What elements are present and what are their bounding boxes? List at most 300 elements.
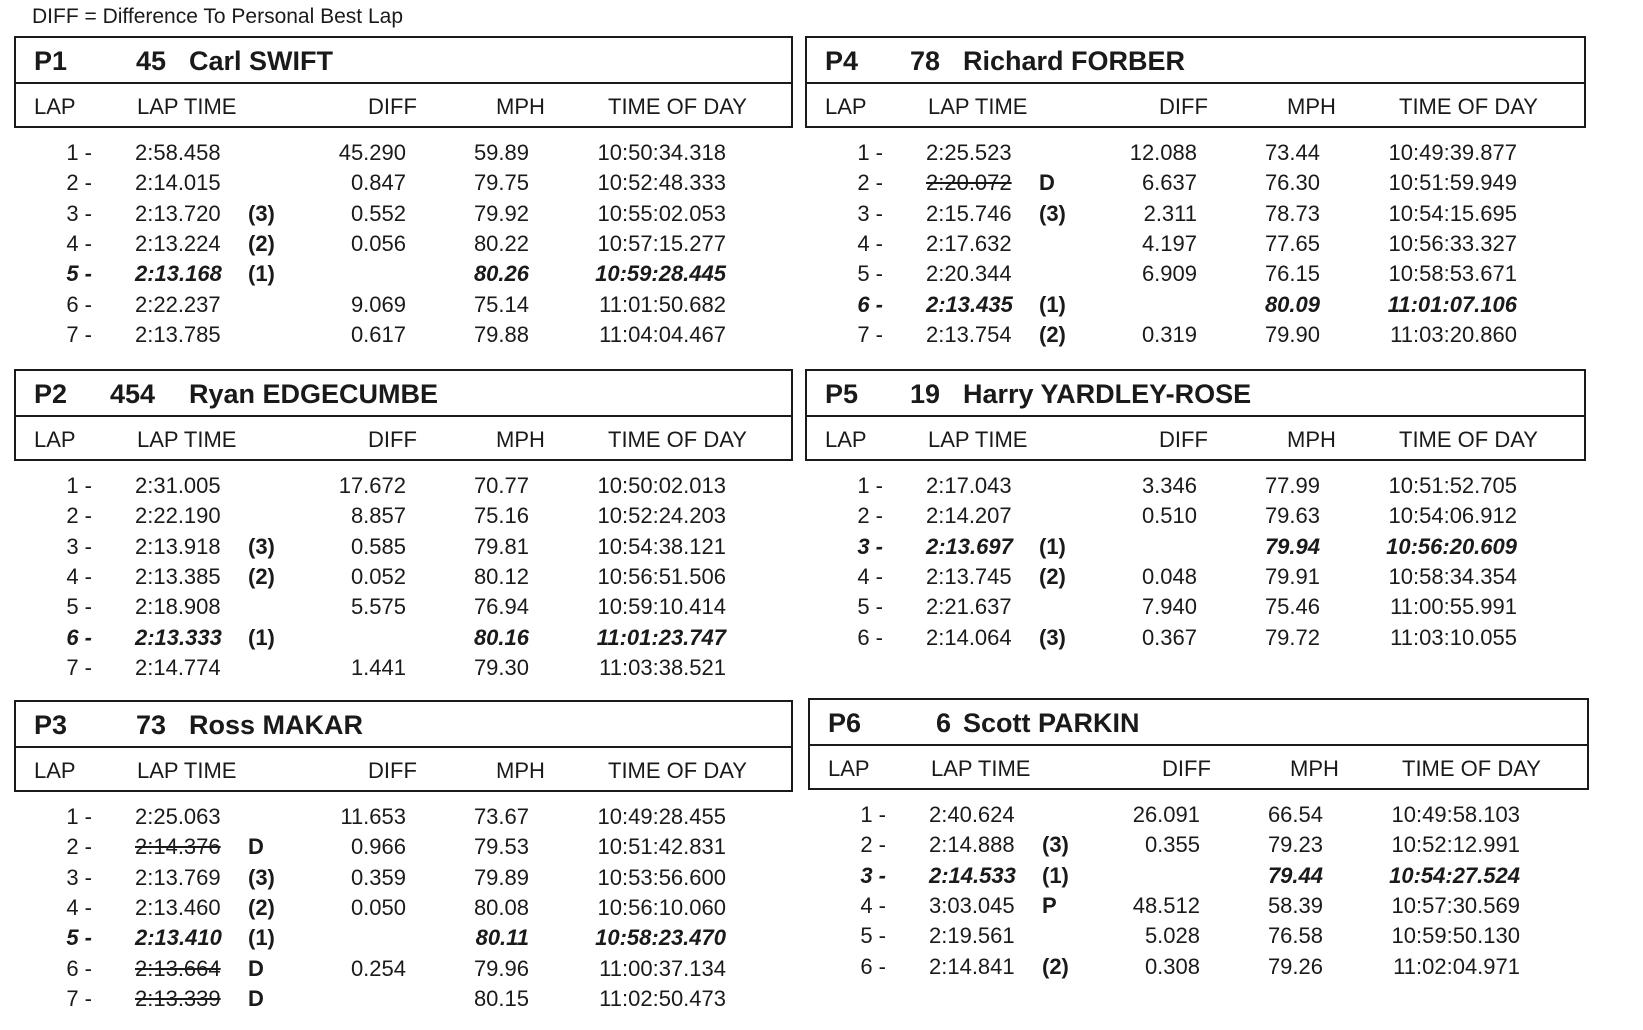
lap-number: 3 - [857,533,883,559]
lap-flag: (2) [248,563,275,589]
lap-number: 4 - [857,563,883,589]
lap-diff: 7.940 [1141,594,1197,620]
lap-diff: 26.091 [1132,802,1200,827]
lap-time: 3:03.045 [929,892,1015,918]
lap-row [805,261,1586,291]
time-of-day: 10:50:02.013 [597,473,726,498]
lap-row [805,473,1586,503]
lap-flag: (1) [248,261,275,287]
time-of-day: 11:03:38.521 [599,654,726,680]
lap-row [805,594,1586,624]
lap-diff: 48.512 [1132,892,1200,918]
position-label: P2 [34,379,68,409]
lap-number: 2 - [857,170,883,196]
lap-number: 2 - [66,170,92,196]
lap-number: 1 - [857,140,883,165]
lap-time: 2:13.754 [926,321,1012,347]
lap-mph: 58.39 [1267,892,1323,918]
lap-time: 2:13.333 [135,624,222,650]
lap-number: 2 - [860,832,886,858]
lap-mph: 79.75 [473,170,529,196]
lap-row [14,261,793,291]
lap-diff: 0.367 [1141,624,1197,650]
column-header: TIME OF DAY [1399,94,1538,119]
lap-flag: (1) [248,624,275,650]
lap-number: 6 - [66,291,92,317]
lap-time: 2:25.523 [926,140,1012,165]
lap-number: 3 - [857,200,883,226]
lap-mph: 77.65 [1264,230,1320,256]
lap-number: 5 - [66,925,92,951]
lap-time: 2:20.344 [926,261,1012,287]
column-header: LAP TIME [928,94,1028,119]
lap-time: 2:14.774 [135,654,221,680]
lap-mph: 79.26 [1267,953,1323,979]
lap-time: 2:13.460 [135,894,221,920]
time-of-day: 10:59:28.445 [595,261,726,287]
lap-number: 6 - [857,291,883,317]
time-of-day: 10:56:20.609 [1386,533,1517,559]
driver-header [14,700,793,748]
lap-number: 1 - [66,473,92,498]
column-header: MPH [1290,756,1339,781]
lap-row [14,322,793,352]
lap-time: 2:13.745 [926,563,1012,589]
lap-row [805,170,1586,200]
lap-row [805,292,1586,322]
lap-mph: 80.15 [473,985,529,1011]
lap-number: 6 - [860,953,886,979]
lap-time: 2:13.339 [135,985,221,1011]
driver-block [14,369,793,699]
lap-mph: 76.15 [1264,261,1320,287]
time-of-day: 10:51:59.949 [1388,170,1517,196]
column-header: LAP [34,94,76,119]
lap-flag: (1) [1039,291,1066,317]
lap-mph: 66.54 [1267,802,1323,827]
time-of-day: 11:04:04.467 [599,321,726,347]
lap-diff: 11.653 [340,804,406,829]
lap-time: 2:14.064 [926,624,1012,650]
time-of-day: 10:50:34.318 [597,140,726,165]
time-of-day: 11:01:23.747 [596,624,726,650]
lap-diff: 4.197 [1141,230,1197,256]
time-of-day: 10:49:58.103 [1391,802,1520,827]
lap-mph: 79.90 [1264,321,1320,347]
lap-time: 2:14.841 [929,953,1015,979]
time-of-day: 10:52:48.333 [597,170,726,196]
lap-row [14,564,793,594]
lap-row [808,802,1589,832]
driver-name: Carl SWIFT [189,46,334,76]
column-header: TIME OF DAY [1402,756,1541,781]
lap-mph: 79.30 [473,654,529,680]
lap-diff: 3.346 [1141,473,1197,498]
lap-diff: 0.847 [350,170,406,196]
column-header: TIME OF DAY [1399,427,1538,452]
car-number: 78 [910,46,941,76]
column-header-row [805,82,1586,128]
lap-flag: D [1039,170,1055,196]
car-number: 45 [136,46,167,76]
lap-mph: 75.46 [1264,594,1320,620]
time-of-day: 10:52:12.991 [1391,832,1520,858]
lap-diff: 0.308 [1144,953,1200,979]
column-header: MPH [496,758,545,783]
lap-row [14,804,793,834]
lap-diff: 0.048 [1141,563,1197,589]
time-of-day: 10:59:50.130 [1391,923,1520,949]
lap-time: 2:25.063 [135,804,221,829]
lap-time: 2:19.561 [929,923,1015,949]
lap-number: 4 - [66,894,92,920]
lap-row [805,231,1586,261]
lap-number: 3 - [66,864,92,890]
lap-diff: 0.050 [350,894,406,920]
column-header: MPH [1287,94,1336,119]
lap-row [14,292,793,322]
lap-mph: 80.22 [473,230,529,256]
lap-row [805,503,1586,533]
lap-flag: (3) [1039,200,1066,226]
column-header: TIME OF DAY [608,94,747,119]
lap-time: 2:13.664 [135,955,221,981]
lap-time: 2:14.376 [135,834,221,860]
column-header: DIFF [368,94,417,119]
column-header: DIFF [368,427,417,452]
lap-diff: 0.355 [1144,832,1200,858]
lap-row [808,954,1589,984]
column-header-row [808,744,1589,790]
lap-time: 2:58.458 [135,140,221,165]
lap-mph: 59.89 [473,140,529,165]
time-of-day: 11:03:10.055 [1390,624,1517,650]
lap-number: 4 - [66,563,92,589]
column-header: LAP TIME [137,94,237,119]
lap-mph: 75.16 [473,503,529,529]
lap-flag: (3) [248,533,275,559]
time-of-day: 10:54:27.524 [1389,862,1520,888]
column-header: LAP [34,427,76,452]
time-of-day: 10:52:24.203 [597,503,726,529]
lap-mph: 76.94 [473,594,529,620]
lap-diff: 5.575 [350,594,406,620]
lap-mph: 80.11 [475,925,529,951]
lap-time: 2:13.769 [135,864,221,890]
time-of-day: 10:58:23.470 [595,925,726,951]
time-of-day: 10:54:38.121 [597,533,726,559]
time-of-day: 10:57:15.277 [597,230,726,256]
lap-number: 6 - [66,624,92,650]
lap-diff: 0.552 [350,200,406,226]
lap-diff: 1.441 [350,654,406,680]
driver-header [14,36,793,84]
lap-number: 3 - [66,533,92,559]
lap-time: 2:13.224 [135,230,221,256]
time-of-day: 10:49:28.455 [597,804,726,829]
lap-flag: D [248,955,264,981]
lap-row [14,895,793,925]
lap-time: 2:13.697 [926,533,1013,559]
lap-diff: 0.254 [350,955,406,981]
lap-diff: 5.028 [1144,923,1200,949]
lap-diff: 0.056 [350,230,406,256]
lap-flag: (2) [1039,563,1066,589]
lap-number: 7 - [857,321,883,347]
lap-row [808,893,1589,923]
lap-number: 4 - [66,230,92,256]
lap-flag: (1) [248,925,275,951]
lap-row [805,534,1586,564]
lap-number: 1 - [66,804,92,829]
driver-name: Harry YARDLEY-ROSE [963,379,1252,409]
column-header: LAP [825,427,867,452]
lap-diff: 2.311 [1143,200,1197,226]
lap-mph: 73.67 [473,804,529,829]
lap-row [14,834,793,864]
lap-time: 2:17.043 [926,473,1012,498]
time-of-day: 10:54:06.912 [1388,503,1517,529]
driver-block [14,700,793,1030]
lap-number: 6 - [66,955,92,981]
column-header-row [14,746,793,792]
lap-row [808,863,1589,893]
driver-header [808,698,1589,746]
position-label: P5 [825,379,859,409]
lap-mph: 79.88 [473,321,529,347]
lap-mph: 80.16 [473,624,529,650]
car-number: 6 [936,708,952,738]
lap-row [805,140,1586,170]
column-header: DIFF [1159,427,1208,452]
lap-flag: P [1042,892,1057,918]
lap-row [14,140,793,170]
lap-diff: 17.672 [338,473,406,498]
lap-diff: 0.617 [350,321,406,347]
lap-diff: 0.510 [1141,503,1197,529]
lap-number: 6 - [857,624,883,650]
lap-number: 1 - [66,140,92,165]
lap-time: 2:15.746 [926,200,1012,226]
time-of-day: 11:00:55.991 [1390,594,1517,620]
time-of-day: 10:59:10.414 [597,594,726,620]
driver-header [805,36,1586,84]
time-of-day: 10:53:56.600 [597,864,726,890]
time-of-day: 10:54:15.695 [1388,200,1517,226]
lap-flag: (2) [1042,953,1069,979]
column-header: DIFF [1159,94,1208,119]
lap-time: 2:13.785 [135,321,221,347]
lap-time: 2:13.918 [135,533,221,559]
lap-diff: 0.585 [350,533,406,559]
lap-flag: (2) [248,894,275,920]
driver-name: Ryan EDGECUMBE [189,379,439,409]
lap-diff: 12.088 [1129,140,1197,165]
lap-time: 2:20.072 [926,170,1012,196]
lap-flag: (3) [248,864,275,890]
lap-number: 5 - [860,923,886,949]
time-of-day: 10:56:51.506 [597,563,726,589]
lap-time: 2:13.435 [926,291,1013,317]
lap-row [14,231,793,261]
time-of-day: 11:02:04.971 [1393,953,1520,979]
lap-mph: 79.94 [1264,533,1320,559]
legend-note: DIFF = Difference To Personal Best Lap [32,5,403,28]
lap-mph: 79.89 [473,864,529,890]
lap-row [14,170,793,200]
time-of-day: 10:56:10.060 [597,894,726,920]
time-of-day: 10:55:02.053 [597,200,726,226]
column-header: MPH [1287,427,1336,452]
lap-number: 4 - [860,892,886,918]
lap-row [14,865,793,895]
lap-mph: 79.63 [1264,503,1320,529]
lap-number: 7 - [66,654,92,680]
lap-diff: 9.069 [350,291,406,317]
lap-flag: D [248,985,264,1011]
lap-mph: 75.14 [473,291,529,317]
lap-time: 2:13.720 [135,200,221,226]
lap-mph: 80.26 [473,261,529,287]
lap-flag: (3) [248,200,275,226]
driver-block [14,36,793,366]
lap-time: 2:18.908 [135,594,221,620]
time-of-day: 11:02:50.473 [599,985,726,1011]
lap-mph: 80.08 [473,894,529,920]
lap-row [14,625,793,655]
lap-time: 2:14.533 [929,862,1016,888]
lap-diff: 45.290 [338,140,406,165]
lap-mph: 73.44 [1264,140,1320,165]
lap-number: 3 - [860,862,886,888]
column-header: DIFF [368,758,417,783]
lap-mph: 79.91 [1264,563,1320,589]
lap-mph: 78.73 [1264,200,1320,226]
time-of-day: 10:51:42.831 [597,834,726,860]
driver-block [805,36,1586,366]
lap-time: 2:13.168 [135,261,222,287]
lap-time: 2:14.888 [929,832,1015,858]
lap-number: 2 - [66,834,92,860]
lap-diff: 6.637 [1141,170,1197,196]
lap-row [805,201,1586,231]
column-header: LAP [34,758,76,783]
time-of-day: 10:49:39.877 [1388,140,1517,165]
lap-number: 5 - [857,594,883,620]
column-header: LAP TIME [137,758,237,783]
lap-row [14,201,793,231]
lap-row [805,625,1586,655]
lap-mph: 80.09 [1264,291,1320,317]
time-of-day: 10:51:52.705 [1388,473,1517,498]
lap-time: 2:17.632 [926,230,1012,256]
lap-diff: 0.359 [350,864,406,890]
lap-row [14,594,793,624]
lap-row [14,925,793,955]
lap-diff: 0.052 [350,563,406,589]
column-header-row [14,82,793,128]
lap-number: 3 - [66,200,92,226]
car-number: 19 [910,379,941,409]
lap-mph: 79.44 [1267,862,1323,888]
lap-time: 2:13.385 [135,563,221,589]
position-label: P6 [828,708,862,738]
driver-header [14,369,793,417]
position-label: P1 [34,46,68,76]
lap-number: 5 - [857,261,883,287]
lap-mph: 70.77 [473,473,529,498]
column-header: MPH [496,94,545,119]
car-number: 454 [110,379,156,409]
column-header: TIME OF DAY [608,427,747,452]
lap-number: 2 - [857,503,883,529]
column-header: LAP TIME [137,427,237,452]
column-header-row [14,415,793,461]
lap-time: 2:13.410 [135,925,222,951]
column-header: TIME OF DAY [608,758,747,783]
lap-flag: (1) [1042,862,1069,888]
time-of-day: 10:58:53.671 [1388,261,1517,287]
lap-flag: (2) [248,230,275,256]
column-header-row [805,415,1586,461]
lap-number: 5 - [66,594,92,620]
lap-mph: 76.58 [1267,923,1323,949]
lap-diff: 6.909 [1141,261,1197,287]
column-header: DIFF [1162,756,1211,781]
lap-mph: 76.30 [1264,170,1320,196]
lap-mph: 79.72 [1264,624,1320,650]
time-of-day: 10:58:34.354 [1388,563,1517,589]
lap-mph: 80.12 [473,563,529,589]
lap-number: 7 - [66,985,92,1011]
column-header: LAP [828,756,870,781]
lap-flag: (3) [1039,624,1066,650]
driver-name: Ross MAKAR [189,710,364,740]
lap-diff: 0.966 [350,834,406,860]
lap-mph: 79.23 [1267,832,1323,858]
lap-mph: 79.96 [473,955,529,981]
lap-number: 5 - [66,261,92,287]
lap-mph: 79.92 [473,200,529,226]
lap-row [14,655,793,685]
position-label: P3 [34,710,68,740]
column-header: LAP TIME [931,756,1031,781]
driver-header [805,369,1586,417]
time-of-day: 11:01:50.682 [599,291,726,317]
position-label: P4 [825,46,859,76]
driver-name: Scott PARKIN [963,708,1140,738]
lap-mph: 79.53 [473,834,529,860]
column-header: LAP TIME [928,427,1028,452]
lap-mph: 79.81 [473,533,529,559]
lap-number: 7 - [66,321,92,347]
lap-time: 2:22.237 [135,291,221,317]
time-of-day: 10:57:30.569 [1391,892,1520,918]
lap-flag: (1) [1039,533,1066,559]
lap-time: 2:31.005 [135,473,221,498]
driver-block [808,698,1589,1028]
driver-block [805,369,1586,699]
lap-row [14,503,793,533]
lap-number: 1 - [857,473,883,498]
lap-flag: (2) [1039,321,1066,347]
lap-row [805,564,1586,594]
lap-time: 2:21.637 [926,594,1012,620]
lap-number: 4 - [857,230,883,256]
lap-row [808,923,1589,953]
column-header: MPH [496,427,545,452]
lap-row [805,322,1586,352]
